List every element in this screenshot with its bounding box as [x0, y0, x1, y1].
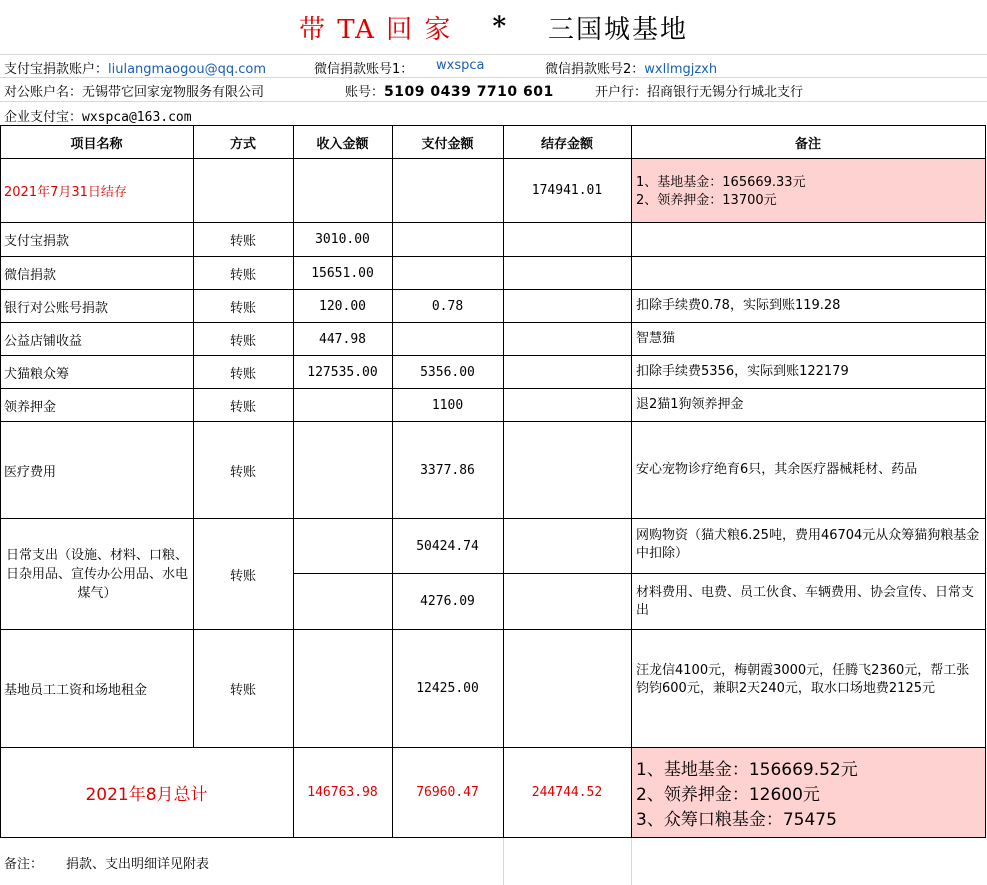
row-name: 微信捐款: [4, 267, 57, 283]
row-income: 127535.00: [307, 364, 378, 380]
row-method: 转账: [229, 333, 256, 349]
alipay-account[interactable]: liulangmaogou@qq.com: [108, 62, 266, 77]
salary-note: 汪龙信4100元，梅朝霞3000元，任腾飞2360元，帮工张钧钧600元，兼职2天240元，取水口场地费2125元: [636, 663, 970, 696]
wechat2-account[interactable]: wxllmgjzxh: [644, 62, 718, 77]
row-note: 智慧猫: [636, 331, 676, 346]
opening-name: 2021年7月31日结存: [4, 185, 127, 200]
header-balance: 结存金额: [540, 136, 593, 152]
row-method: 转账: [229, 234, 256, 249]
wechat1-label: 微信捐款账号1：: [314, 62, 414, 77]
medical-name: 医疗费用: [4, 464, 57, 480]
wechat1-info: [314, 58, 413, 77]
alipay-label: 支付宝捐款账户：: [4, 62, 109, 77]
row-name: 公益店铺收益: [4, 333, 83, 349]
daily-expense-1: 50424.74: [416, 538, 479, 554]
total-expense: 76960.47: [416, 785, 479, 800]
bank-info: 开户行：招商银行无锡分行城北支行: [595, 85, 804, 100]
row-expense: 1100: [431, 397, 464, 413]
row-note: 退2猫1狗领养押金: [636, 397, 744, 412]
total-note-line2: 2、领养押金：12600元: [636, 785, 820, 805]
opening-balance: 174941.01: [531, 183, 603, 198]
row-method: 转账: [229, 366, 256, 382]
daily-name: 日常支出（设施、材料、口粮、日杂用品、宣传办公用品、水电煤气）: [5, 547, 188, 601]
daily-note-1: 网购物资（猫犬粮6.25吨，费用46704元从众筹猫狗粮基金中扣除）: [636, 528, 980, 561]
row-expense: 5356.00: [420, 364, 475, 380]
company-name: 对公账户名：无锡带它回家宠物服务有限公司: [4, 85, 265, 100]
row-income: 447.98: [319, 331, 366, 347]
row-name: 银行对公账号捐款: [4, 300, 109, 316]
row-income: 3010.00: [315, 232, 370, 247]
account-label: 账号：: [345, 85, 385, 100]
header-project: 项目名称: [70, 136, 123, 152]
opening-note-line2: 2、领养押金：13700元: [636, 193, 777, 208]
total-name: 2021年8月总计: [85, 785, 208, 805]
row-name: 领养押金: [4, 399, 57, 415]
account-info: [345, 81, 554, 100]
row-method: 转账: [229, 267, 256, 283]
wechat1-account[interactable]: wxspca: [436, 58, 485, 73]
row-method: 转账: [229, 300, 256, 316]
footer-label: 备注：: [4, 857, 44, 872]
opening-note: [632, 174, 984, 210]
account-number: 5109 0439 7710 601: [384, 84, 554, 100]
title-part2: 三国城基地: [548, 14, 689, 45]
footer-text: 捐款、支出明细详见附表: [66, 857, 210, 872]
alipay-info: [4, 58, 266, 77]
total-note-line3: 3、众筹口粮基金：75475: [636, 810, 837, 830]
medical-method: 转账: [229, 464, 256, 480]
wechat2-info: [545, 58, 717, 77]
corp-alipay: 企业支付宝：wxspca@163.com: [4, 110, 192, 125]
row-expense: 0.78: [431, 298, 464, 314]
title-star: *: [492, 12, 509, 42]
row-income: 120.00: [319, 298, 366, 314]
opening-note-line1: 1、基地基金：165669.33元: [636, 175, 806, 190]
header-income: 收入金额: [316, 136, 369, 152]
header-notes: 备注: [794, 136, 821, 152]
row-income: 15651.00: [311, 265, 374, 281]
salary-name: 基地员工工资和场地租金: [4, 683, 148, 698]
medical-note: 安心宠物诊疗绝育6只，其余医疗器械耗材、药品: [636, 462, 918, 477]
total-balance: 244744.52: [531, 785, 603, 800]
salary-expense: 12425.00: [416, 681, 479, 696]
header-expense: 支付金额: [421, 136, 474, 152]
row-name: 支付宝捐款: [4, 234, 70, 249]
total-note-line1: 1、基地基金：156669.52元: [636, 760, 858, 780]
medical-expense: 3377.86: [420, 462, 475, 478]
total-income: 146763.98: [307, 785, 378, 800]
wechat2-label: 微信捐款账号2：: [545, 62, 645, 77]
daily-note-2: 材料费用、电费、员工伙食、车辆费用、协会宣传、日常支出: [636, 585, 975, 618]
page-title: [0, 0, 987, 54]
header-method: 方式: [229, 136, 256, 152]
row-name: 犬猫粮众筹: [4, 366, 70, 382]
title-part1: 带 TA 回 家: [298, 14, 453, 45]
daily-method: 转账: [229, 568, 256, 584]
total-note: [632, 758, 984, 833]
row-note: 扣除手续费0.78，实际到账119.28: [636, 298, 841, 313]
row-method: 转账: [229, 399, 256, 415]
daily-expense-2: 4276.09: [420, 594, 475, 609]
row-note: 扣除手续费5356，实际到账122179: [636, 364, 849, 379]
salary-method: 转账: [229, 683, 256, 698]
